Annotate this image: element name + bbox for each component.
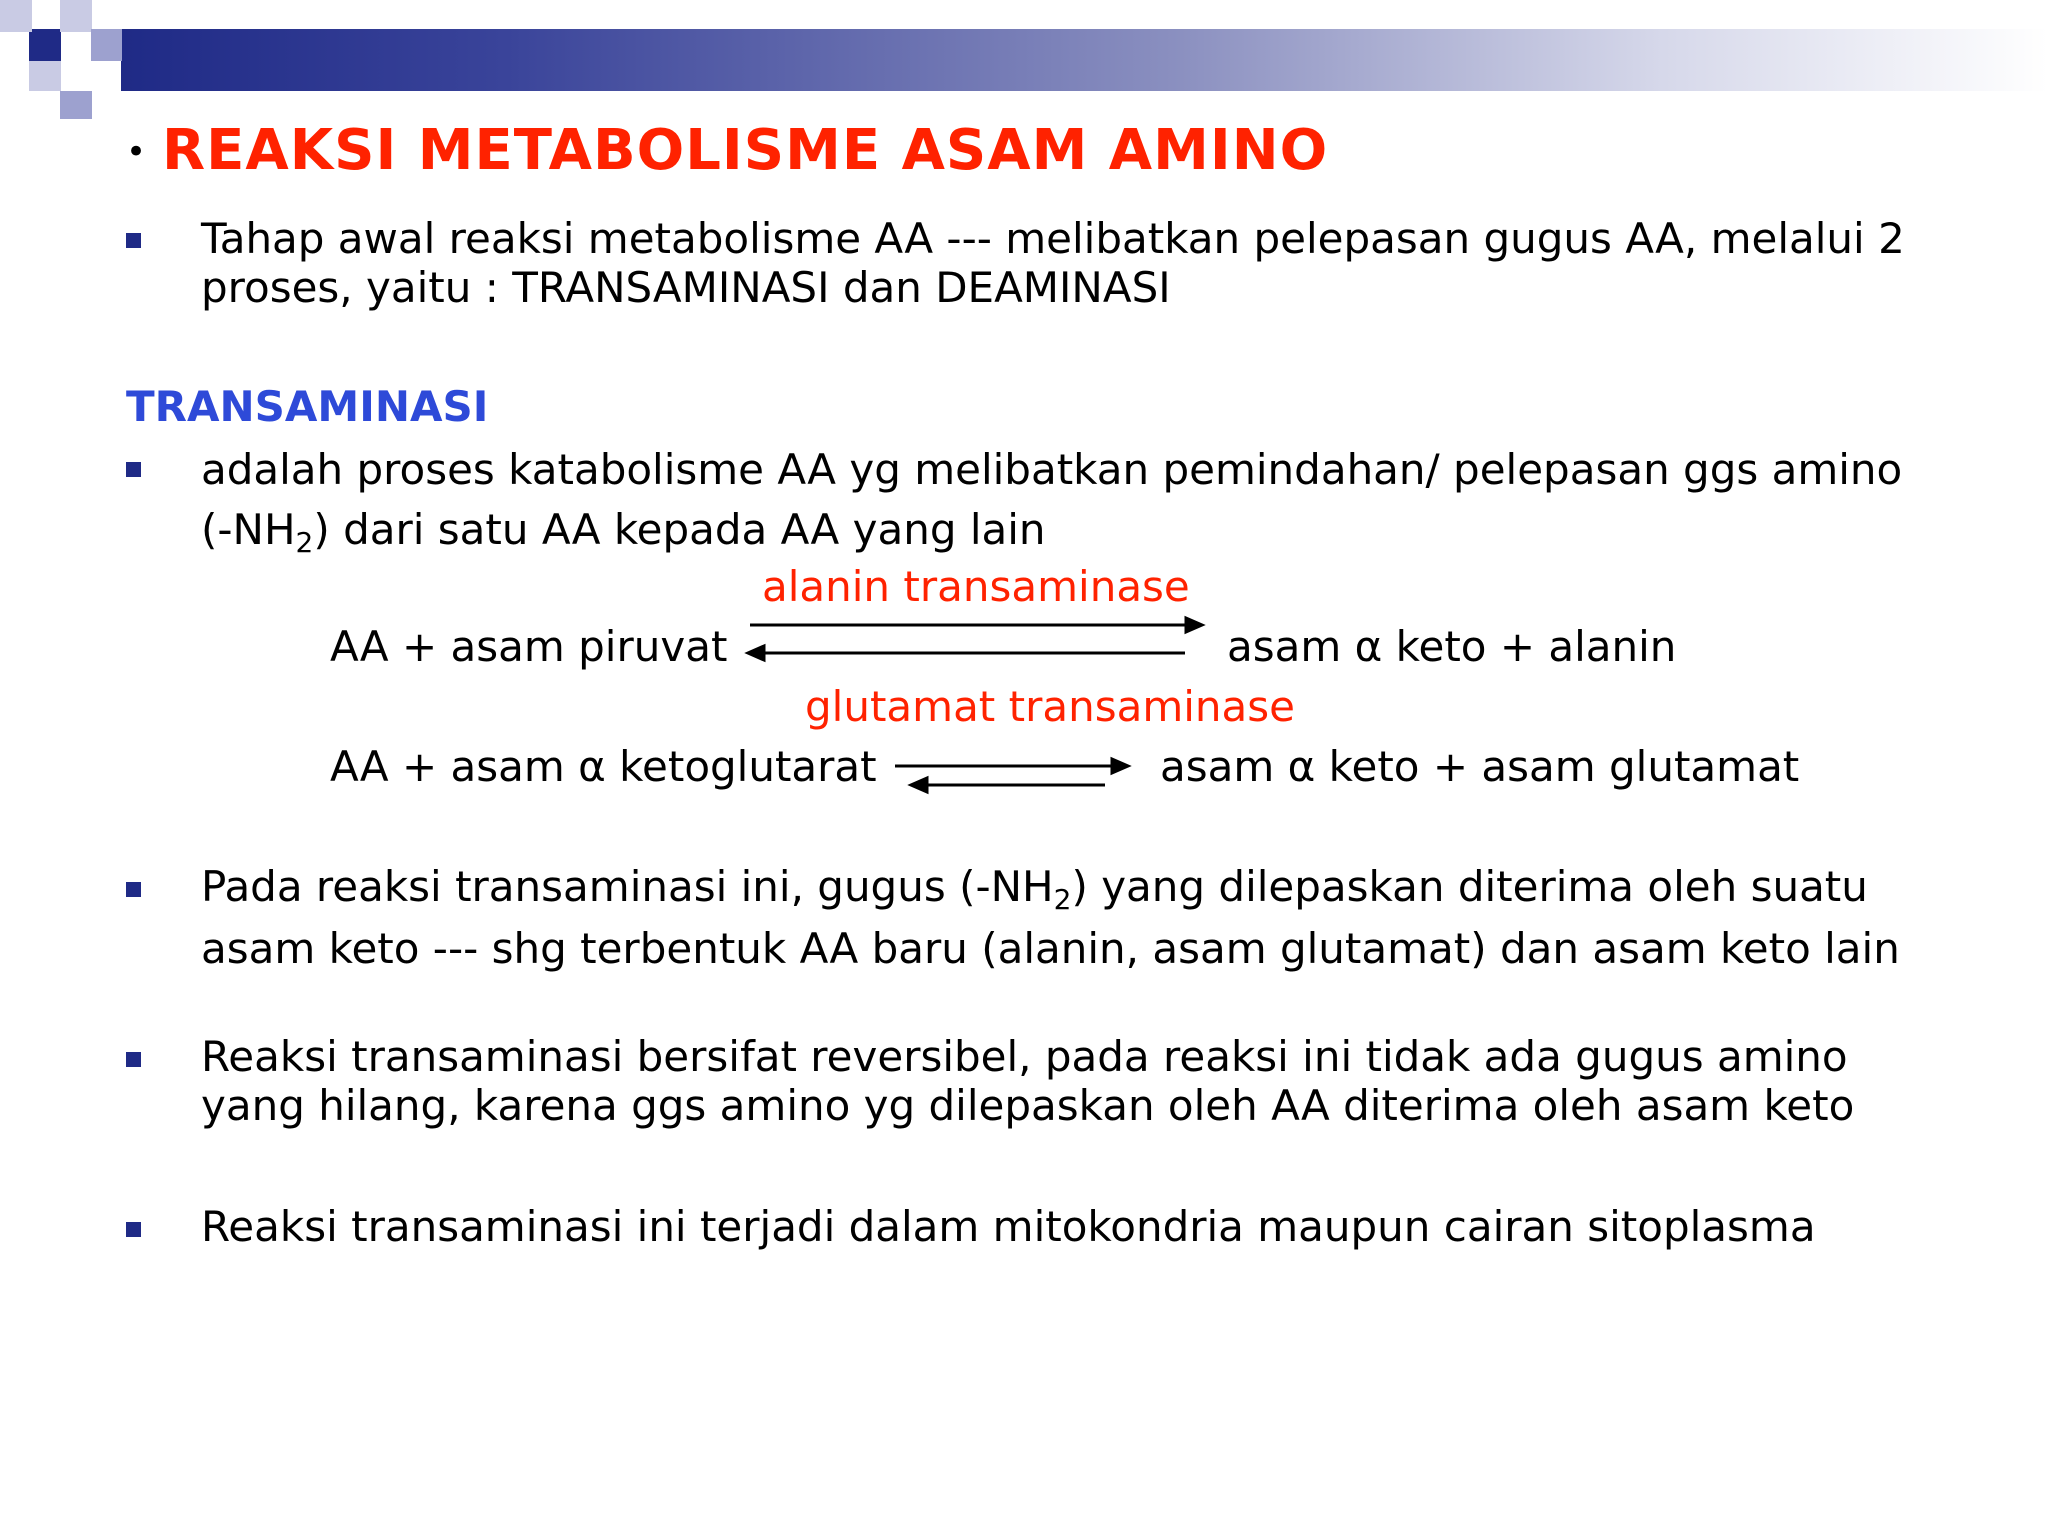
- intro-line-2: proses, yaitu : TRANSAMINASI dan DEAMINASI: [201, 263, 1171, 312]
- bullet-square-icon: [126, 1052, 141, 1067]
- enzyme-label-alanin: alanin transaminase: [762, 562, 1190, 611]
- point3-paragraph: [201, 1202, 1816, 1251]
- reaction2-equilibrium-arrow-icon: [895, 759, 1128, 792]
- point3-line-1: Reaksi transaminasi ini terjadi dalam mitokondria maupun cairan sitoplasma: [201, 1202, 1816, 1251]
- point2-line-1: Reaksi transaminasi bersifat reversibel, pada reaksi ini tidak ada gugus amino: [201, 1032, 1848, 1081]
- definition-line-2: $(-NH_2)$ dari satu AA kepada AA yang lain: [201, 505, 1046, 559]
- point2-line-2: yang hilang, karena ggs amino yg dilepaskan oleh AA diterima oleh asam keto: [201, 1081, 1855, 1130]
- enzyme-label-glutamat: glutamat transaminase: [805, 682, 1295, 731]
- bullet-square-icon: [126, 882, 141, 897]
- section-heading: TRANSAMINASI: [126, 382, 489, 431]
- bullet-square-icon: [126, 1222, 141, 1237]
- title-bullet: •: [126, 132, 147, 172]
- definition-line-1: adalah proses katabolisme AA yg melibatkan pemindahan/ pelepasan ggs amino: [201, 445, 1903, 494]
- reaction1-right: asam α keto + alanin: [1227, 622, 1677, 671]
- point1-line-2: asam keto --- shg terbentuk AA baru (alanin, asam glutamat) dan asam keto lain: [201, 924, 1900, 973]
- point1-line-1: Pada reaksi transaminasi ini, gugus $(-NH_2)$ yang dilepaskan diterima oleh suatu: [201, 862, 1868, 916]
- point2-paragraph: [201, 1032, 1854, 1130]
- intro-line-1: Tahap awal reaksi metabolisme AA --- melibatkan pelepasan gugus AA, melalui 2: [201, 214, 1905, 263]
- reaction1-left: AA + asam piruvat: [330, 622, 728, 671]
- reaction2-left: AA + asam α ketoglutarat: [330, 742, 877, 791]
- point1-paragraph: [201, 862, 1900, 973]
- slide-title: REAKSI METABOLISME ASAM AMINO: [162, 118, 1329, 183]
- reaction2-right: asam α keto + asam glutamat: [1160, 742, 1800, 791]
- reaction1-equilibrium-arrow-icon: [748, 618, 1202, 660]
